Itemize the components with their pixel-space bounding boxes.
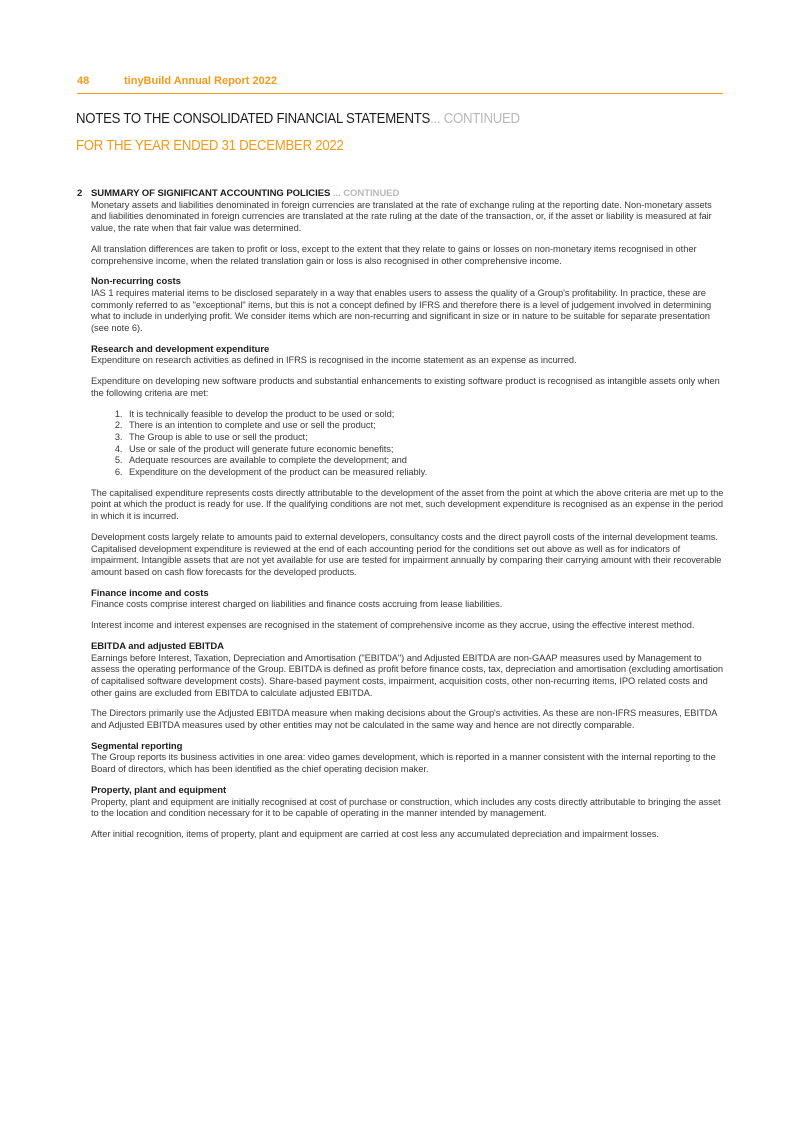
list-item: 1. It is technically feasible to develop the product to be used or sold; (125, 409, 725, 421)
report-title: tinyBuild Annual Report 2022 (124, 75, 278, 87)
paragraph: After initial recognition, items of property, plant and equipment are carried at cost less any accumulated depreciation and impairment losses. (91, 828, 659, 839)
notes-body (91, 188, 725, 841)
heading-ebitda: EBITDA and adjusted EBITDA (91, 640, 224, 652)
section-heading-text: SUMMARY OF SIGNIFICANT ACCOUNTING POLICIES (91, 188, 331, 199)
paragraph: The Group reports its business activities in one area: video games development, which is reported in a manner consistent with the internal reporting to the Board of directors, which has been identified as the chief operating decision maker. (91, 752, 716, 775)
paragraph: Monetary assets and liabilities denominated in foreign currencies are translated at the rate of exchange ruling at the reporting date. Non-monetary assets and liabilities denominated in foreign currencies are translated at the rate ruling at the date of the transaction, or, if the asset or liability is measured at fair value, the rate when that fair value was determined. (91, 199, 712, 234)
criteria-list (91, 409, 725, 479)
paragraph: Development costs largely relate to amounts paid to external developers, consultancy costs and the direct payroll costs of the internal development teams. Capitalised development expenditure is reviewed at the end of each accounting period for the conditions set out above as well as for indicators of impairment. Intangible assets that are not yet available for use are tested for impairment annually by comparing their carrying amount with their recoverable amount based on cash flow forecasts for the developed products. (91, 531, 722, 577)
section-heading-continued: ... CONTINUED (332, 188, 400, 199)
paragraph: Earnings before Interest, Taxation, Depreciation and Amortisation ("EBITDA") and Adjusted EBITDA are non-GAAP measures used by Management to assess the operating performance of the Group. EBITDA is defined as profit before finance costs, tax, depreciation and amortisation (excluding amortisation of capitalised software development costs). Share-based payment costs, impairment, acquisition costs, other non-recurring items, IPO related costs and other gains are excluded from EBITDA to calculate adjusted EBITDA. (91, 652, 724, 698)
heading-research-development: Research and development expenditure (91, 343, 270, 355)
page-subtitle: FOR THE YEAR ENDED 31 DECEMBER 2022 (76, 137, 344, 154)
heading-finance-income-costs: Finance income and costs (91, 587, 209, 599)
list-item: 4. Use or sale of the product will generate future economic benefits; (125, 444, 725, 456)
page-header (77, 75, 723, 94)
heading-property-plant-equipment: Property, plant and equipment (91, 784, 227, 796)
list-item: 5. Adequate resources are available to complete the development; and (125, 455, 725, 467)
paragraph: Finance costs comprise interest charged on liabilities and finance costs accruing from lease liabilities. (91, 599, 503, 610)
page-number: 48 (77, 75, 90, 87)
list-item: 6. Expenditure on the development of the product can be measured reliably. (125, 467, 725, 479)
paragraph: The capitalised expenditure represents costs directly attributable to the development of the asset from the point at which the above criteria are met up to the point at which the product is ready for use. If the qualifying conditions are not met, such development expenditure is recognised as an expense in the period in which it is incurred. (91, 487, 724, 522)
page-title-main: NOTES TO THE CONSOLIDATED FINANCIAL STATEMENTS (76, 110, 431, 127)
paragraph: IAS 1 requires material items to be disclosed separately in a way that enables users to assess the quality of a Group's profitability. In practice, these are commonly referred to as "exceptional" items, but this is not a concept defined by IFRS and therefore there is a level of judgement involved in determining what to include in underlying profit. We consider items which are non-recurring and significant in size or in nature to be suitable for separate presentation (see note 6). (91, 287, 712, 334)
section-number: 2 (77, 188, 83, 199)
paragraph: Property, plant and equipment are initially recognised at cost of purchase or construction, which includes any costs directly attributable to bringing the asset to the location and condition necessary for it to be capable of operating in the manner intended by management. (91, 796, 721, 819)
paragraph: Interest income and interest expenses are recognised in the statement of comprehensive income as they accrue, using the effective interest method. (91, 620, 695, 631)
page-title (76, 110, 520, 127)
paragraph: Expenditure on developing new software products and substantial enhancements to existing software product is recognised as intangible assets only when the following criteria are met: (91, 376, 720, 398)
paragraph: The Directors primarily use the Adjusted EBITDA measure when making decisions about the Group's activities. As these are non-IFRS measures, EBITDA and Adjusted EBITDA measures used by other entities may not be calculated in the same way and hence are not directly comparable. (91, 708, 717, 731)
list-item: 2. There is an intention to complete and use or sell the product; (125, 420, 725, 432)
section-heading (91, 188, 725, 200)
paragraph: All translation differences are taken to profit or loss, except to the extent that they relate to gains or losses on non-monetary items recognised in other comprehensive income, when the related translation gain or loss is also recognised in other comprehensive income. (91, 243, 697, 266)
list-item: 3. The Group is able to use or sell the product; (125, 432, 725, 444)
heading-non-recurring-costs: Non-recurring costs (91, 276, 181, 288)
paragraph: Expenditure on research activities as defined in IFRS is recognised in the income statement as an expense as incurred. (91, 355, 577, 366)
page-title-continued: ... CONTINUED (430, 110, 520, 127)
heading-segmental-reporting: Segmental reporting (91, 740, 183, 752)
